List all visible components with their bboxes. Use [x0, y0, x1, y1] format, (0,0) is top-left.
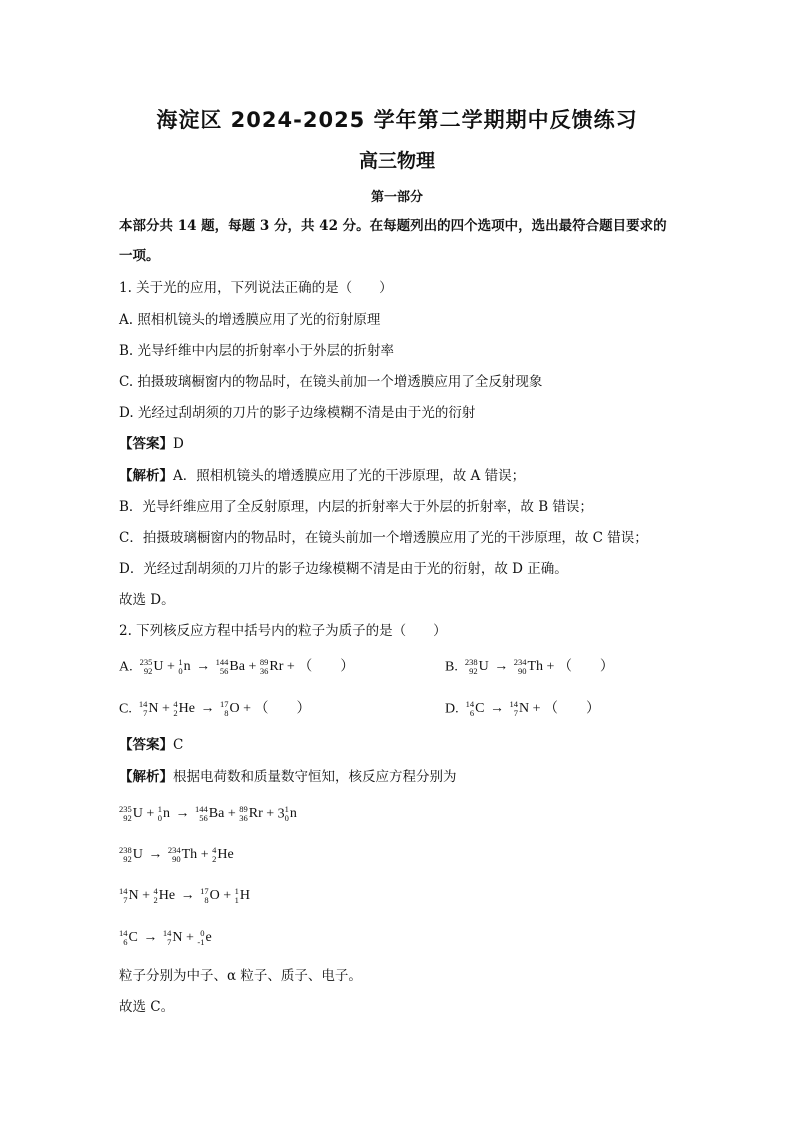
q2-analysis-intro [119, 767, 457, 787]
option-label: B. [445, 659, 458, 675]
nuclide-th: 234 90 Th [513, 657, 544, 676]
instructions-line-1: 本部分共 14 题，每题 3 分，共 42 分。在每题列出的四个选项中，选出最符合题目要求的 [119, 218, 667, 234]
blank: （ ） [254, 701, 311, 717]
arrow-icon: → [196, 659, 211, 675]
arrow-icon: → [200, 701, 215, 717]
nuclide-n14: 14 7 N [162, 928, 183, 947]
nuclide-n: 1 0 n [178, 657, 191, 676]
nuclide-he: 4 2 He [212, 845, 234, 864]
analysis-text: A．照相机镜头的增透膜应用了光的干涉原理，故 A 错误； [173, 468, 526, 484]
blank: （ ） [298, 659, 355, 675]
analysis-text: 根据电荷数和质量数守恒知，核反应方程分别为 [173, 769, 457, 785]
nuclide-o17: 17 8 O [200, 886, 220, 905]
q1-option-a: A. 照相机镜头的增透膜应用了光的衍射原理 [119, 312, 381, 328]
blank: （ ） [557, 659, 614, 675]
nuclide-u235: 235 92 U [119, 804, 143, 823]
q1-answer [119, 434, 184, 454]
q2-stem: 2. 下列核反应方程中括号内的粒子为质子的是（ ） [119, 623, 447, 639]
q1-analysis-b: B．光导纤维应用了全反射原理，内层的折射率大于外层的折射率，故 B 错误； [119, 499, 593, 515]
nuclide-n: 1 0 n [284, 804, 297, 823]
answer-tag: 【答案】 [119, 737, 173, 753]
nuclide-e: 0 -1 e [197, 928, 212, 947]
equation-1: 235 92 U + 1 0 n → 144 56 Ba + 89 36 Rr + 3 1 0 n [119, 804, 297, 823]
q2-option-d: D. 14 6 C → 14 7 N + （ ） [445, 699, 600, 718]
page-subtitle: 高三物理 [358, 150, 435, 172]
analysis-tag: 【解析】 [119, 769, 173, 785]
nuclide-c14: 14 6 C [465, 699, 485, 718]
answer-tag: 【答案】 [119, 436, 173, 452]
arrow-icon: → [494, 659, 509, 675]
nuclide-n: 1 0 n [157, 804, 171, 823]
q1-option-c: C. 拍摄玻璃橱窗内的物品时，在镜头前加一个增透膜应用了全反射现象 [119, 374, 543, 390]
nuclide-th: 234 90 Th [167, 845, 198, 864]
section-heading: 第一部分 [370, 190, 423, 205]
option-label: A. [119, 659, 133, 675]
q2-option-c: C. 14 7 N + 4 2 He → 17 8 O + （ ） [119, 699, 311, 718]
arrow-icon: → [180, 888, 195, 904]
arrow-icon: → [148, 847, 163, 863]
nuclide-kr: 89 36 Rr [259, 657, 284, 676]
option-label: C. [119, 701, 132, 717]
arrow-icon: → [143, 930, 158, 946]
arrow-icon: → [175, 806, 190, 822]
nuclide-u235: 235 92 U [139, 657, 164, 676]
nuclide-h: 1 1 H [234, 886, 251, 905]
nuclide-n14: 14 7 N [119, 886, 139, 905]
q2-answer [119, 735, 183, 755]
page-title: 海淀区 2024-2025 学年第二学期期中反馈练习 [156, 108, 638, 132]
instructions-line-2: 一项。 [119, 248, 160, 264]
q2-option-a: A. 235 92 U + 1 0 n → 144 56 Ba + 89 36 Rr + （ ） [119, 657, 355, 676]
q1-option-d: D. 光经过刮胡须的刀片的影子边缘模糊不清是由于光的衍射 [119, 405, 476, 421]
coefficient: 3 [277, 806, 285, 822]
nuclide-he: 4 2 He [153, 886, 176, 905]
nuclide-kr: 89 36 Rr [239, 804, 263, 823]
q2-option-b: B. 238 92 U → 234 90 Th + （ ） [445, 657, 614, 676]
blank: （ ） [544, 701, 600, 717]
nuclide-he: 4 2 He [173, 699, 195, 718]
q1-conclusion: 故选 D。 [119, 592, 175, 608]
q2-conclusion: 故选 C。 [119, 999, 175, 1015]
answer-value: C [173, 737, 184, 753]
q1-analysis-d: D．光经过刮胡须的刀片的影子边缘模糊不清是由于光的衍射，故 D 正确。 [119, 561, 568, 577]
nuclide-n14: 14 7 N [138, 699, 159, 718]
q1-analysis-c: C．拍摄玻璃橱窗内的物品时，在镜头前加一个增透膜应用了光的干涉原理，故 C 错误； [119, 530, 648, 546]
equation-3: 14 7 N + 4 2 He → 17 8 O + 1 1 H [119, 886, 251, 905]
equation-4: 14 6 C → 14 7 N + 0 -1 e [119, 928, 212, 947]
nuclide-u238: 238 92 U [119, 845, 143, 864]
nuclide-c14: 14 6 C [119, 928, 138, 947]
q1-stem: 1. 关于光的应用，下列说法正确的是（ ） [119, 280, 393, 296]
q1-analysis-a [119, 466, 525, 486]
nuclide-o17: 17 8 O [219, 699, 240, 718]
answer-value: D [173, 436, 184, 452]
nuclide-ba: 144 56 Ba [195, 804, 225, 823]
option-label: D. [445, 701, 459, 717]
analysis-tag: 【解析】 [119, 468, 173, 484]
equation-2: 238 92 U → 234 90 Th + 4 2 He [119, 845, 234, 864]
q2-result: 粒子分别为中子、α 粒子、质子、电子。 [119, 968, 362, 984]
nuclide-u238: 238 92 U [464, 657, 489, 676]
q1-option-b: B. 光导纤维中内层的折射率小于外层的折射率 [119, 343, 395, 359]
nuclide-ba: 144 56 Ba [215, 657, 245, 676]
nuclide-n14: 14 7 N [509, 699, 530, 718]
arrow-icon: → [489, 701, 504, 717]
